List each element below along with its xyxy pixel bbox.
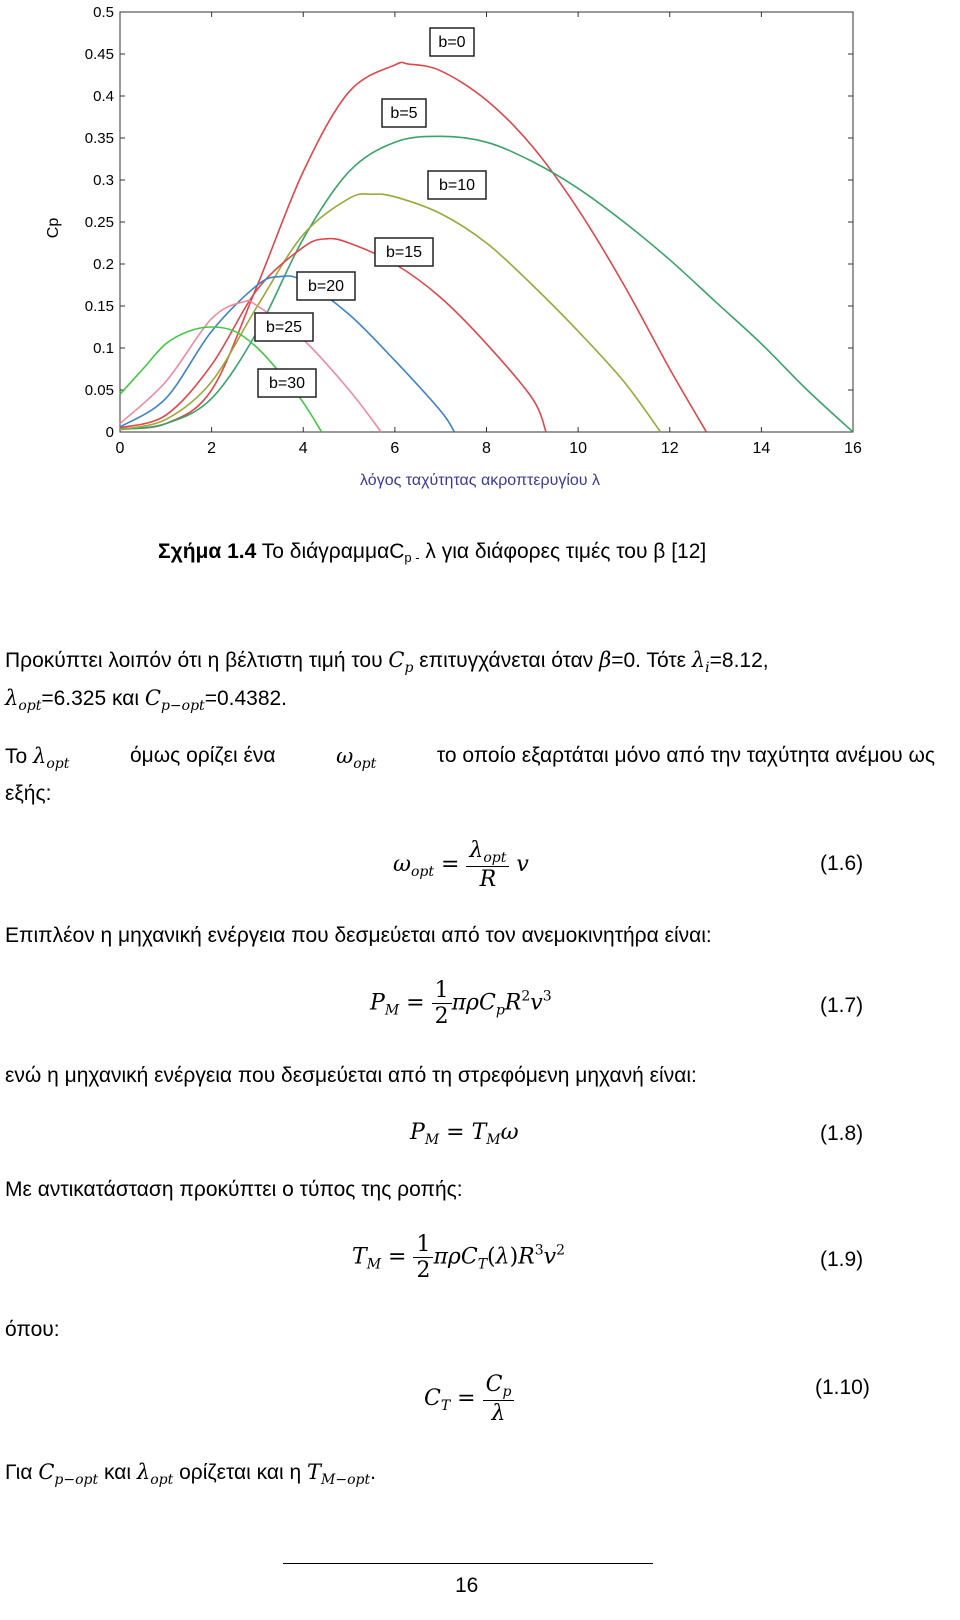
x-tick-label: 0 [115,440,125,457]
y-tick-label: 0.5 [93,4,114,21]
curve-label-b-10: b=10 [438,177,476,194]
omega-opt-symbol: $\omega_{opt}$ [336,744,377,772]
cp-lambda-chart [0,0,960,520]
lambda-i-symbol: $\lambda_i$ [691,648,710,676]
equation-number-1-7: (1.7) [820,994,864,1017]
p2-text-b: όμως ορίζει ένα [129,744,276,767]
caption-label: Σχήμα 1.4 [158,540,257,563]
paragraph-4: ενώ η μηχανική ενέργεια που δεσμεύεται από τη στρεφόμενη μηχανή είναι: [5,1064,697,1087]
y-tick-label: 0 [105,424,114,441]
caption-sub: p - [404,550,420,565]
footer-rule [283,1563,653,1564]
x-tick-label: 16 [844,440,862,457]
p2-text-a: Το [5,745,28,768]
tm-opt-symbol: $T_{M-opt}$ [307,1460,371,1488]
curve-label-b-5: b=5 [390,105,418,122]
y-tick-label: 0.45 [84,46,114,63]
y-tick-label: 0.1 [93,340,114,357]
cp-opt-symbol: $C_{p-opt}$ [144,686,205,714]
figure-caption [158,540,706,565]
p7-text-c: ορίζεται και η [179,1461,302,1484]
paragraph-1-line-2 [5,686,287,714]
paragraph-7 [5,1460,376,1488]
equation-number-1-10: (1.10) [815,1376,870,1399]
paragraph-2-line-1 [5,744,935,772]
y-tick-label: 0.25 [84,214,114,231]
chart-axes [85,4,862,457]
curve-label-b-30: b=30 [268,375,306,392]
x-tick-label: 2 [207,440,217,457]
paragraph-6: όπου: [5,1318,60,1341]
caption-text-before: Το διάγραμμαC [256,540,405,563]
x-tick-label: 10 [569,440,588,457]
p1-text-c: =0. Τότε [611,649,686,672]
equation-number-1-6: (1.6) [820,852,864,875]
y-tick-label: 0.05 [84,382,114,399]
p1-text-d: =8.12, [709,649,769,672]
caption-text-after: λ για διάφορες τιμές του β [12] [419,540,707,563]
plot-frame [120,12,853,432]
y-tick-label: 0.35 [84,130,114,147]
equation-1-10: $C_T$ = $\frac{C_p}{\lambda}$ [424,1372,514,1426]
x-tick-label: 4 [298,440,308,457]
equation-number-1-8: (1.8) [820,1122,864,1145]
x-tick-label: 14 [752,440,771,457]
equation-1-9: $T_M$ = $\frac{1}{2}$ $\pi\rho C_T(\lambda)R^3v^2$ [352,1232,566,1283]
equation-1-8: $P_M = T_M\omega$ [410,1120,519,1148]
p1-text-a: Προκύπτει λοιπόν ότι η βέλτιστη τιμή του [5,649,383,672]
p1-text-e: =6.325 και [41,687,140,710]
lambda-opt-symbol-2: $\lambda_{opt}$ [33,744,70,772]
x-tick-label: 6 [390,440,400,457]
curve-label-b-25: b=25 [265,319,303,336]
y-tick-label: 0.4 [93,88,114,105]
equation-1-7: $P_M$ = $\frac{1}{2}$ $\pi\rho C_pR^2v^3$ [370,978,552,1029]
p7-text-d: . [370,1461,376,1484]
page-number: 16 [455,1574,479,1597]
beta-symbol: β [599,648,612,672]
paragraph-1-line-1 [5,648,769,676]
cp-opt-symbol-2: $C_{p-opt}$ [38,1460,99,1488]
y-tick-label: 0.3 [93,172,114,189]
paragraph-5: Με αντικατάσταση προκύπτει ο τύπος της ροπής: [5,1178,463,1201]
x-tick-label: 12 [660,440,679,457]
paragraph-2-line-2: εξής: [5,782,52,805]
x-axis-label: λόγος ταχύτητας ακροπτερυγίου λ [360,472,600,489]
curve-label-b-20: b=20 [307,278,345,295]
p2-text-c: το οποίο εξαρτάται μόνο από την ταχύτητα ανέμου ως [436,744,935,767]
paragraph-3: Επιπλέον η μηχανική ενέργεια που δεσμεύεται από τον ανεμοκινητήρα είναι: [5,924,712,947]
curve-label-b-15: b=15 [385,244,423,261]
cp-symbol: $C_p$ [388,648,414,676]
p7-text-b: και [103,1461,132,1484]
curve-label-b-0: b=0 [438,34,466,51]
x-tick-label: 8 [482,440,491,457]
lambda-opt-symbol: $\lambda_{opt}$ [5,686,42,714]
p1-text-f: =0.4382. [204,687,288,710]
y-tick-label: 0.15 [84,298,114,315]
lambda-opt-symbol-3: $\lambda_{opt}$ [136,1460,174,1488]
y-axis-label: Cp [45,217,62,239]
equation-number-1-9: (1.9) [820,1248,864,1271]
equation-1-6: $\omega_{opt}$ = $\frac{\lambda_{opt}}{R}$ v [393,838,529,892]
y-tick-label: 0.2 [93,256,114,273]
p7-text-a: Για [5,1461,33,1484]
p1-text-b: επιτυγχάνεται όταν [419,649,594,672]
